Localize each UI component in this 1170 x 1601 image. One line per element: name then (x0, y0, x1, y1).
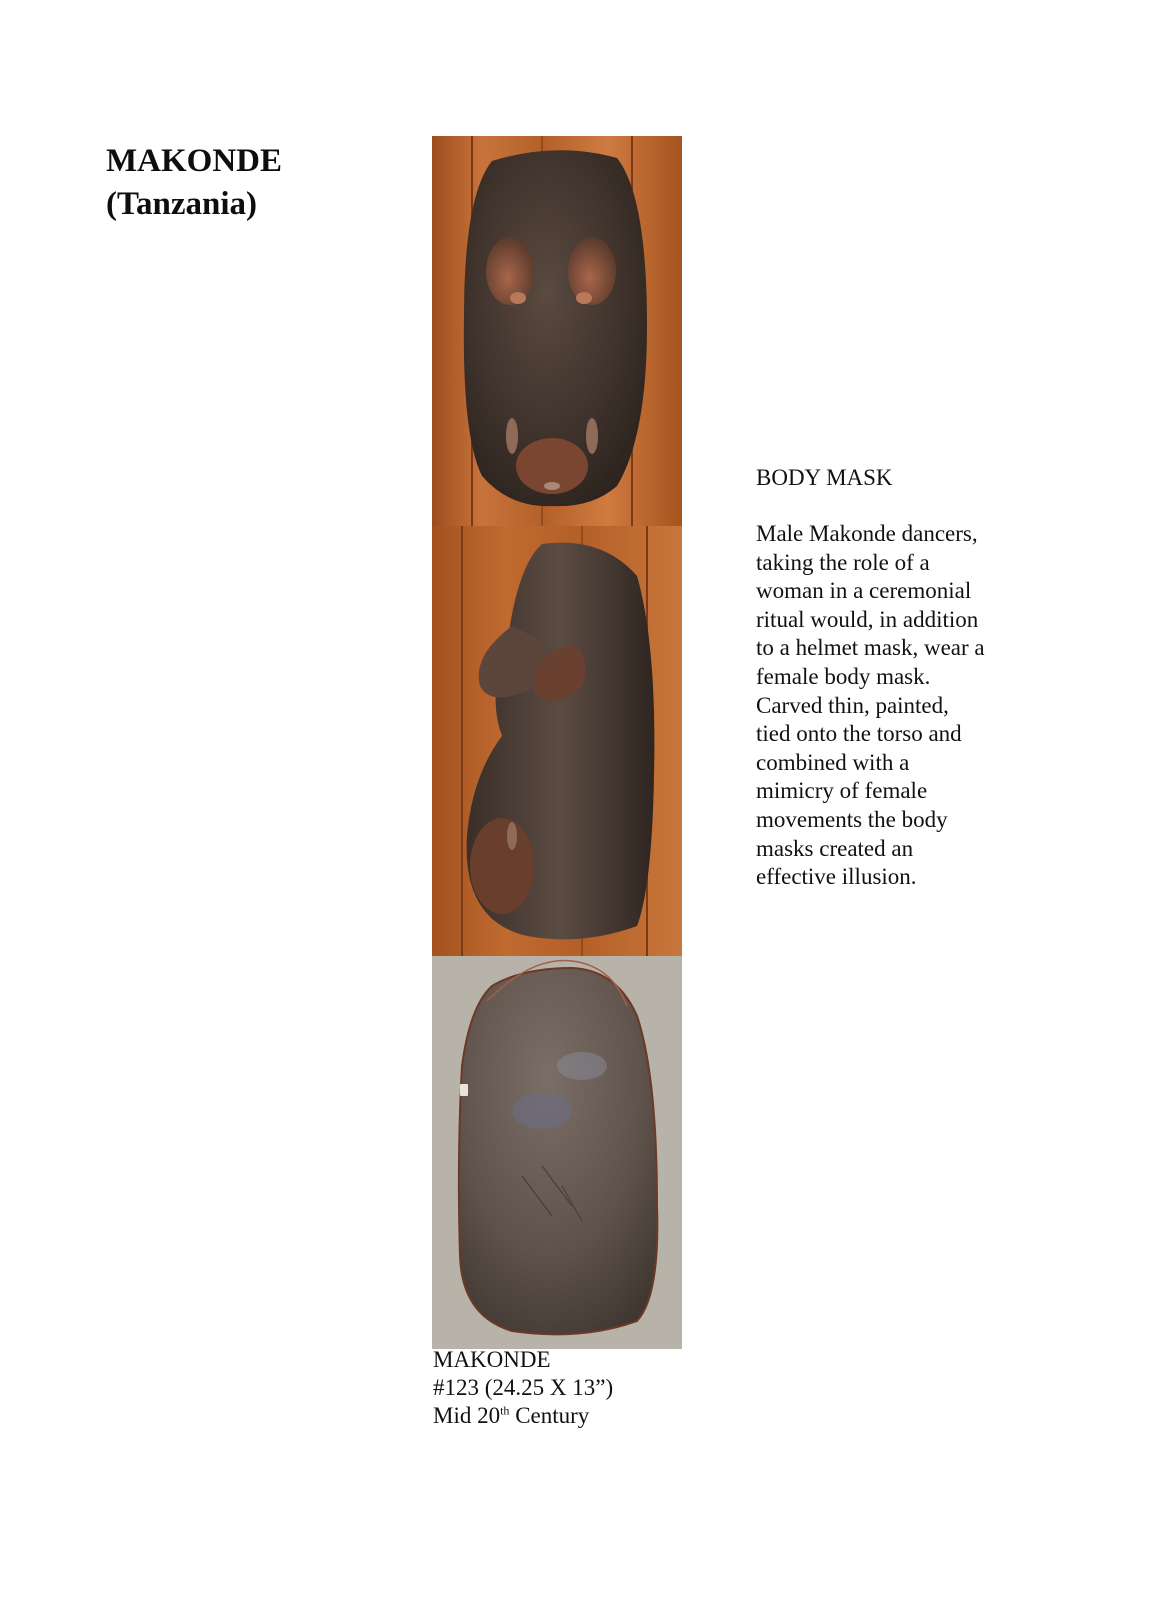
body-mask-side-photo (432, 526, 682, 956)
body-mask-back-photo (432, 956, 682, 1349)
description-line: combined with a (756, 749, 910, 775)
body-mask-front-photo (432, 136, 682, 526)
caption-date-sup: th (500, 1403, 510, 1418)
title-tribe: MAKONDE (106, 143, 282, 179)
title-country: (Tanzania) (106, 185, 257, 222)
description-line: ritual would, in addition (756, 606, 979, 632)
description-line: Carved thin, painted, (756, 692, 949, 718)
description-line: woman in a ceremonial (756, 578, 972, 604)
caption-catalog-number: #123 (24.25 X 13”) (433, 1375, 614, 1400)
section-heading: BODY MASK (756, 465, 893, 490)
description-line: mimicry of female (756, 778, 928, 804)
description-paragraph (756, 520, 1026, 892)
caption-date (433, 1402, 613, 1430)
caption-date-suffix: Century (509, 1403, 590, 1428)
description-line: female body mask. (756, 663, 931, 689)
description-line: Male Makonde dancers, (756, 521, 978, 546)
caption-date-prefix: Mid 20 (433, 1403, 501, 1428)
description-line: tied onto the torso and (756, 721, 962, 747)
description-line: movements the body (756, 806, 948, 832)
description-line: taking the role of a (756, 549, 930, 575)
page-title (106, 140, 282, 226)
description-line: to a helmet mask, wear a (756, 635, 985, 661)
caption-title: MAKONDE (433, 1347, 551, 1372)
description-line: effective illusion. (756, 864, 917, 890)
photo-caption (433, 1346, 613, 1430)
photo-strip (432, 136, 682, 1349)
description-line: masks created an (756, 835, 914, 861)
